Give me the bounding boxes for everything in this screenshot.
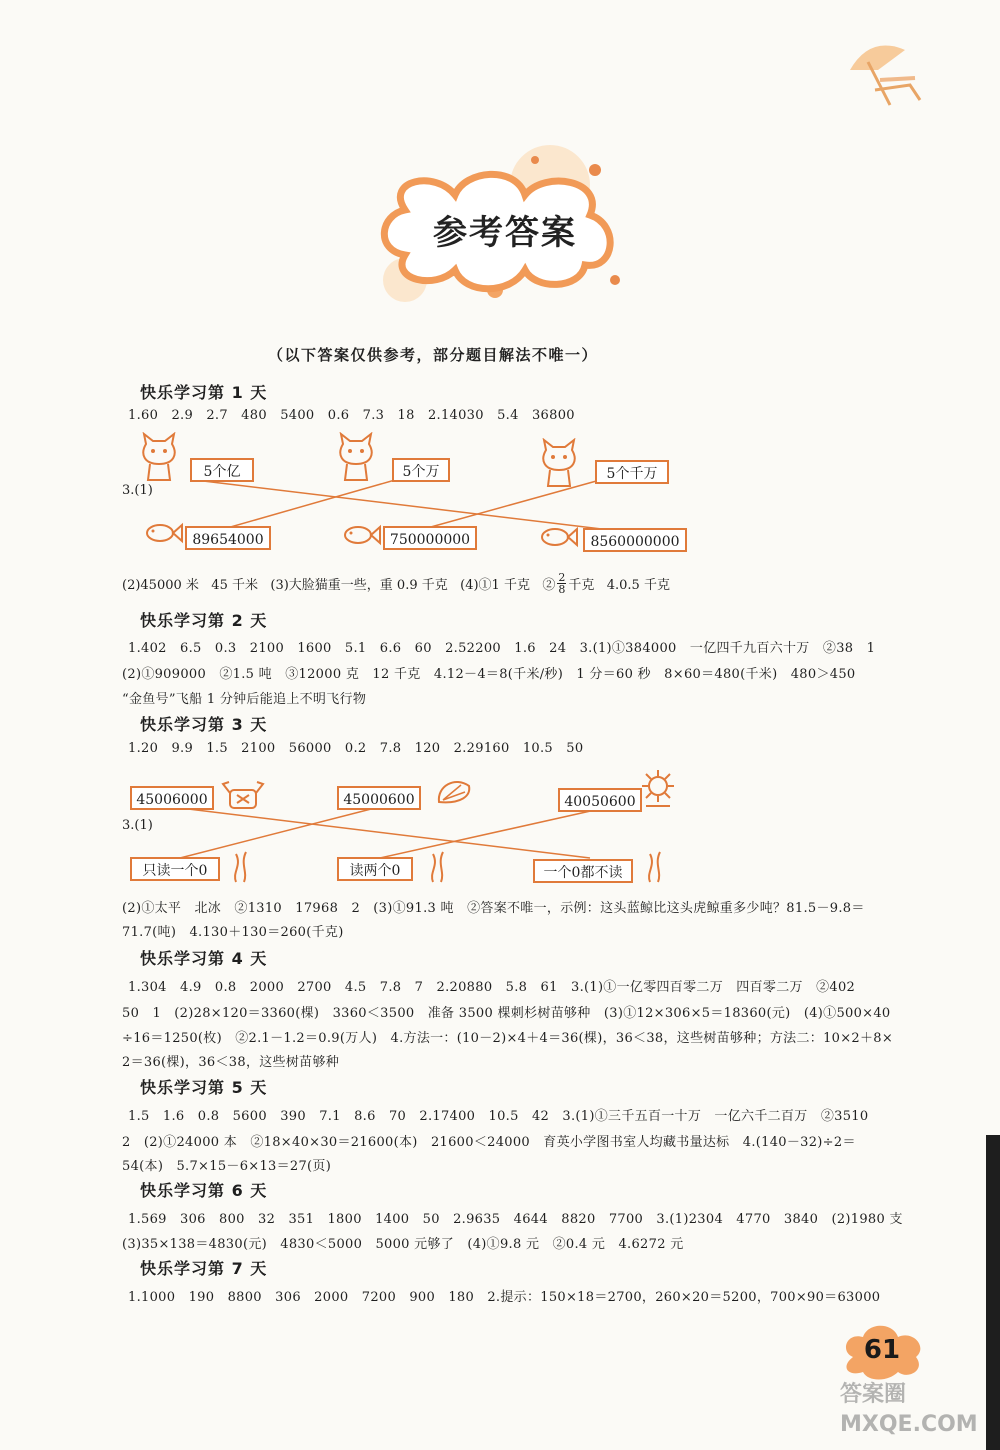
fraction-denominator: 8 [558, 583, 566, 596]
seaweed-icon [642, 848, 668, 884]
page-edge-shadow [986, 1135, 1000, 1450]
day5-heading: 快乐学习第 5 天 [140, 1078, 268, 1097]
watermark: 答案圈 MXQE.COM [840, 1382, 978, 1437]
day4-line: 50 1 (2)28×120＝3360(棵) 3360＜3500 准备 3500 棵刺杉树苗够种 (3)①12×306×5＝18360(元) (4)①500×40 [122, 1006, 891, 1021]
day3-q3-label: 3.(1) [122, 818, 153, 833]
day6-line: 1.569 306 800 32 351 1800 1400 50 2.9635 4644 8820 7700 3.(1)2304 4770 3840 (2)1980 支 [128, 1212, 903, 1227]
day3-top-box: 45006000 [130, 786, 214, 810]
day6-line: (3)35×138＝4830(元) 4830＜5000 5000 元够了 (4)①9.8 元 ②0.4 元 4.6272 元 [122, 1237, 684, 1252]
page-title: 参考答案 [433, 213, 577, 253]
fraction-numerator: 2 [558, 571, 566, 584]
day2-heading: 快乐学习第 2 天 [140, 611, 268, 630]
day1-top-box: 5个万 [392, 458, 450, 482]
day1-q3-label: 3.(1) [122, 483, 153, 498]
note: （以下答案仅供参考，部分题目解法不唯一） [268, 346, 599, 364]
shell-icon [435, 776, 473, 806]
seaweed-icon [228, 848, 254, 884]
day3-bottom-box: 只读一个0 [130, 857, 220, 881]
day1-line2-a: (2)45000 米 45 千米 (3)大脸猫重一些，重 0.9 千克 (4)①1 千克 ② [122, 578, 556, 593]
day5-line: 2 (2)①24000 本 ②18×40×30＝21600(本) 21600＜24000 育英小学图书室人均藏书量达标 4.(140－32)÷2＝ [122, 1135, 856, 1150]
day1-top-box: 5个亿 [190, 458, 254, 482]
day1-bottom-box: 750000000 [383, 526, 477, 550]
day1-line1: 1.60 2.9 2.7 480 5400 0.6 7.3 18 2.14030 5.4 36800 [128, 408, 575, 423]
day1-top-box: 5个千万 [595, 460, 669, 484]
day1-bottom-box: 8560000000 [583, 528, 687, 552]
seaweed-icon [425, 848, 451, 884]
sea-urchin-icon [636, 766, 680, 810]
day7-heading: 快乐学习第 7 天 [140, 1259, 268, 1278]
day4-line: 1.304 4.9 0.8 2000 2700 4.5 7.8 7 2.20880 5.8 61 3.(1)①一亿零四百零二万 四百零二万 ②402 [128, 980, 856, 995]
day1-bottom-box: 89654000 [185, 526, 271, 550]
day3-line: (2)①太平 北冰 ②1310 17968 2 (3)①91.3 吨 ②答案不唯一，示例：这头蓝鲸比这头虎鲸重多少吨？81.5－9.8＝ [122, 901, 865, 916]
day3-bottom-box: 一个0都不读 [533, 859, 633, 883]
day5-line: 54(本) 5.7×15－6×13＝27(页) [122, 1159, 332, 1174]
day7-line: 1.1000 190 8800 306 2000 7200 900 180 2.提示：150×18＝2700，260×20＝5200，700×90＝63000 [128, 1290, 881, 1305]
crab-icon [220, 778, 266, 814]
day6-heading: 快乐学习第 6 天 [140, 1181, 268, 1200]
day4-line: 2＝36(棵)，36＜38，这些树苗够种 [122, 1055, 340, 1070]
day3-line: 71.7(吨) 4.130＋130＝260(千克) [122, 925, 344, 940]
day3-top-box: 40050600 [558, 788, 642, 812]
day3-top-box: 45000600 [337, 786, 421, 810]
day5-line: 1.5 1.6 0.8 5600 390 7.1 8.6 70 2.17400 10.5 42 3.(1)①三千五百一十万 一亿六千二百万 ②3510 [128, 1109, 869, 1124]
day3-bottom-box: 读两个0 [337, 857, 413, 881]
day2-line: 1.402 6.5 0.3 2100 1600 5.1 6.6 60 2.52200 1.6 24 3.(1)①384000 一亿四千九百六十万 ②38 1 [128, 641, 876, 656]
day2-line: (2)①909000 ②1.5 吨 ③12000 克 12 千克 4.12－4＝8(千米/秒) 1 分＝60 秒 8×60＝480(千米) 480＞450 [122, 667, 856, 682]
day1-heading: 快乐学习第 1 天 [140, 383, 268, 402]
page-number: 61 [863, 1335, 901, 1365]
day3-line1: 1.20 9.9 1.5 2100 56000 0.2 7.8 120 2.29160 10.5 50 [128, 741, 584, 756]
day2-line: “金鱼号”飞船 1 分钟后能追上不明飞行物 [122, 692, 367, 707]
day4-heading: 快乐学习第 4 天 [140, 949, 268, 968]
day3-heading: 快乐学习第 3 天 [140, 715, 268, 734]
day1-line2-b: 千克 4.0.5 千克 [568, 578, 670, 593]
day4-line: ÷16＝1250(枚) ②2.1－1.2＝0.9(万人) 4.方法一：(10－2)×4＋4＝36(棵)，36＜38，这些树苗够种；方法二：10×2＋8× [122, 1031, 894, 1046]
